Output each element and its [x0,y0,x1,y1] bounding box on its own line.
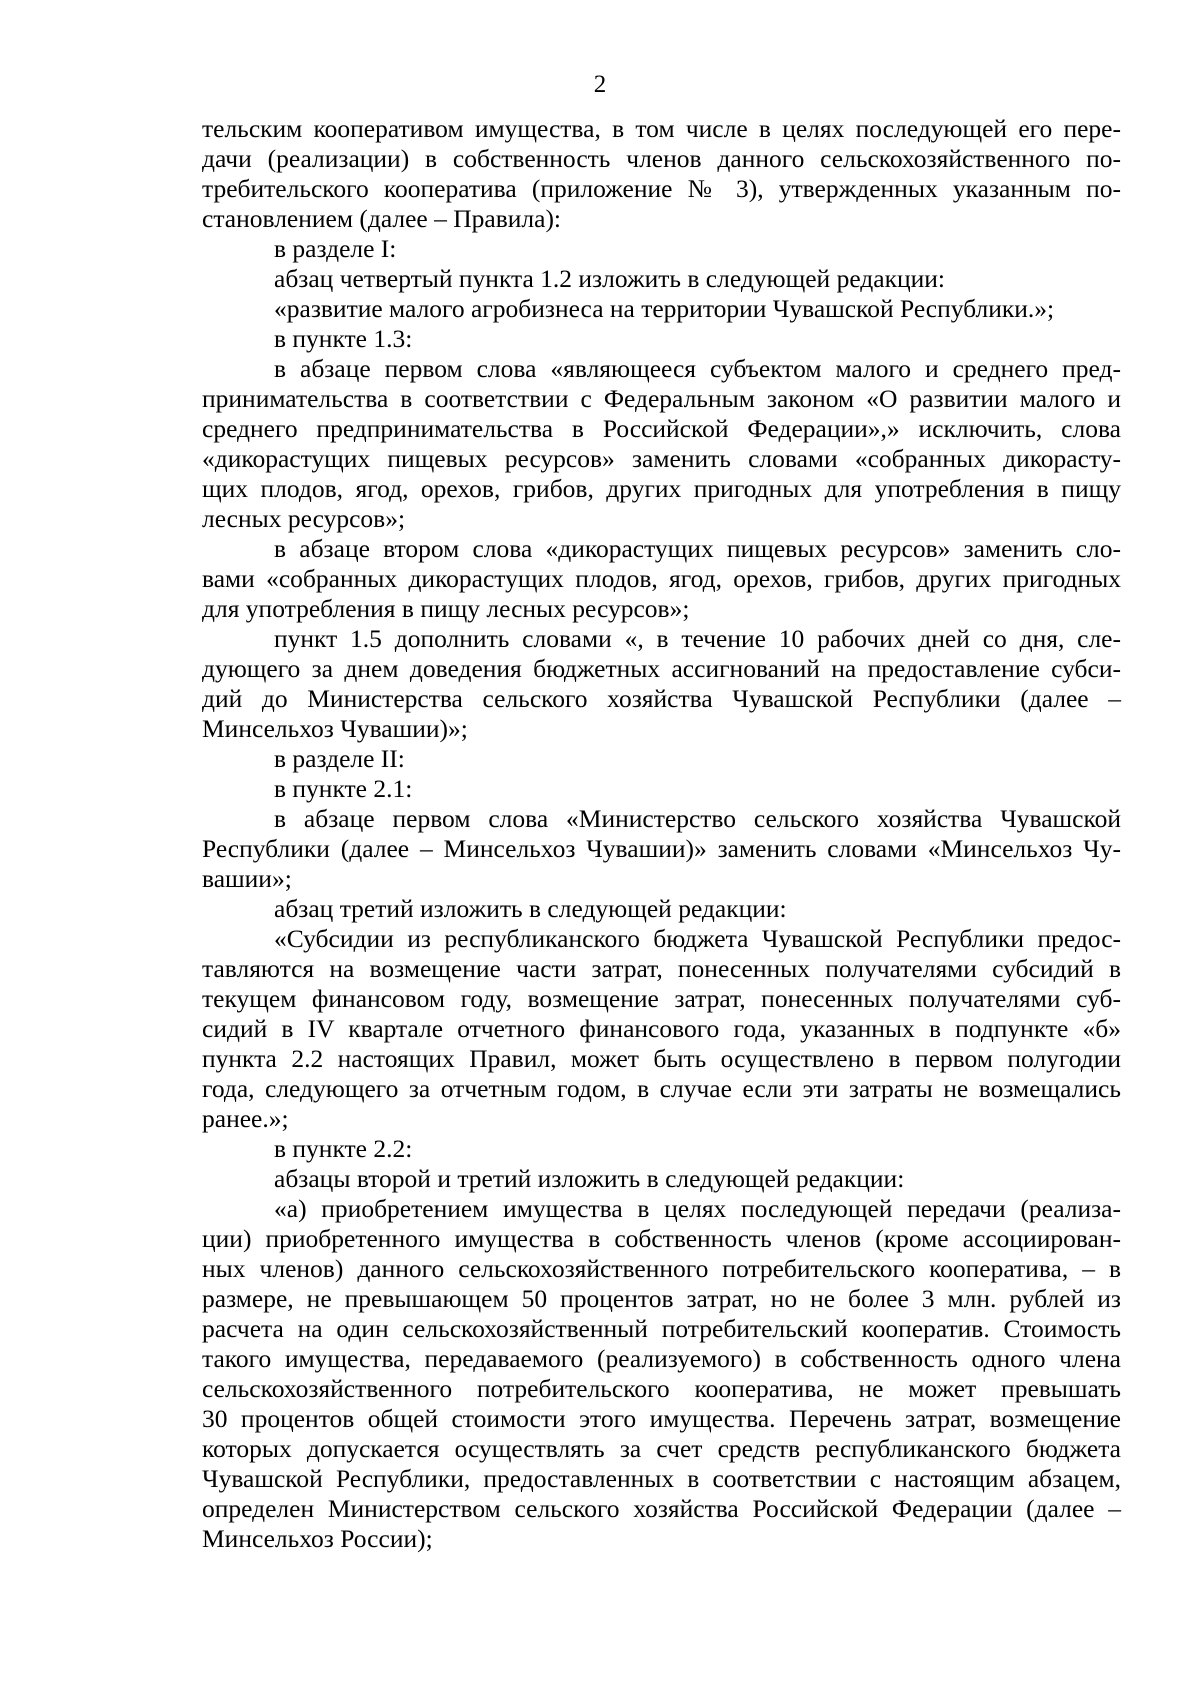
text-line: дий до Министерства сельского хозяйства Чувашской Республики (далее – [202,684,1121,713]
text-line: тавляются на возмещение части затрат, понесенных получателями субсидий в [202,954,1121,983]
text-line: становлением (далее – Правила): [202,204,562,233]
text-line: текущем финансовом году, возмещение затрат, понесенных получателями суб- [202,984,1121,1013]
text-line: абзац третий изложить в следующей редакции: [274,894,787,923]
text-line: лесных ресурсов»; [202,504,406,533]
text-line: ранее.»; [202,1104,289,1133]
text-line: сидий в IV квартале отчетного финансового года, указанных в подпункте «б» [202,1014,1121,1043]
text-line: вами «собранных дикорастущих плодов, ягод, орехов, грибов, других пригодных [202,564,1121,593]
text-line: в абзаце первом слова «являющееся субъектом малого и среднего пред- [274,354,1121,383]
text-line: в абзаце втором слова «дикорастущих пищевых ресурсов» заменить сло- [274,534,1121,563]
text-line: среднего предпринимательства в Российской Федерации»,» исключить, слова [202,414,1121,443]
text-line: в разделе I: [274,234,397,263]
text-line: Минсельхоз Чувашии)»; [202,714,468,743]
text-line: щих плодов, ягод, орехов, грибов, других пригодных для употребления в пищу [202,474,1121,503]
text-line: «Субсидии из республиканского бюджета Чувашской Республики предос- [274,924,1121,953]
text-line: Республики (далее – Минсельхоз Чувашии)» заменить словами «Минсельхоз Чу- [202,834,1121,863]
text-line: ных членов) данного сельскохозяйственного потребительского кооператива, – в [202,1254,1121,1283]
text-line: 30 процентов общей стоимости этого имущества. Перечень затрат, возмещение [202,1404,1121,1433]
text-line: расчета на один сельскохозяйственный потребительский кооператив. Стоимость [202,1314,1121,1343]
text-line: абзацы второй и третий изложить в следующей редакции: [274,1164,905,1193]
document-body [202,114,1121,1554]
page-number: 2 [593,71,607,98]
text-line: пункта 2.2 настоящих Правил, может быть осуществлено в первом полугодии [202,1044,1121,1073]
text-line: пункт 1.5 дополнить словами «, в течение 10 рабочих дней со дня, сле- [274,624,1121,653]
text-line: дующего за днем доведения бюджетных ассигнований на предоставление субси- [202,654,1121,683]
text-line: для употребления в пищу лесных ресурсов»; [202,594,690,623]
text-line: дачи (реализации) в собственность членов данного сельскохозяйственного по- [202,144,1121,173]
text-line: «а) приобретением имущества в целях последующей передачи (реализа- [274,1194,1121,1223]
text-line: в абзаце первом слова «Министерство сельского хозяйства Чувашской [274,804,1121,833]
text-line: определен Министерством сельского хозяйства Российской Федерации (далее – [202,1494,1121,1523]
text-line: принимательства в соответствии с Федеральным законом «О развитии малого и [202,384,1121,413]
text-line: «развитие малого агробизнеса на территории Чувашской Республики.»; [274,294,1055,323]
text-line: размере, не превышающем 50 процентов затрат, но не более 3 млн. рублей из [202,1284,1121,1313]
text-line: сельскохозяйственного потребительского кооператива, не может превышать [202,1374,1121,1403]
text-line: года, следующего за отчетным годом, в случае если эти затраты не возмещались [202,1074,1121,1103]
text-line: в разделе II: [274,744,405,773]
text-line: абзац четвертый пункта 1.2 изложить в следующей редакции: [274,264,946,293]
text-line: в пункте 2.1: [274,774,413,803]
text-line: в пункте 1.3: [274,324,413,353]
text-line: требительского кооператива (приложение № 3), утвержденных указанным по- [202,174,1121,203]
text-line: тельским кооперативом имущества, в том числе в целях последующей его пере- [202,114,1121,143]
text-line: такого имущества, передаваемого (реализуемого) в собственность одного члена [202,1344,1121,1373]
text-line: Чувашской Республики, предоставленных в соответствии с настоящим абзацем, [202,1464,1121,1493]
text-line: в пункте 2.2: [274,1134,413,1163]
text-line: которых допускается осуществлять за счет средств республиканского бюджета [202,1434,1121,1463]
text-line: Минсельхоз России); [202,1524,433,1553]
text-line: вашии»; [202,864,292,893]
text-line: «дикорастущих пищевых ресурсов» заменить словами «собранных дикорасту- [202,444,1121,473]
text-line: ции) приобретенного имущества в собственность членов (кроме ассоциирован- [202,1224,1121,1253]
